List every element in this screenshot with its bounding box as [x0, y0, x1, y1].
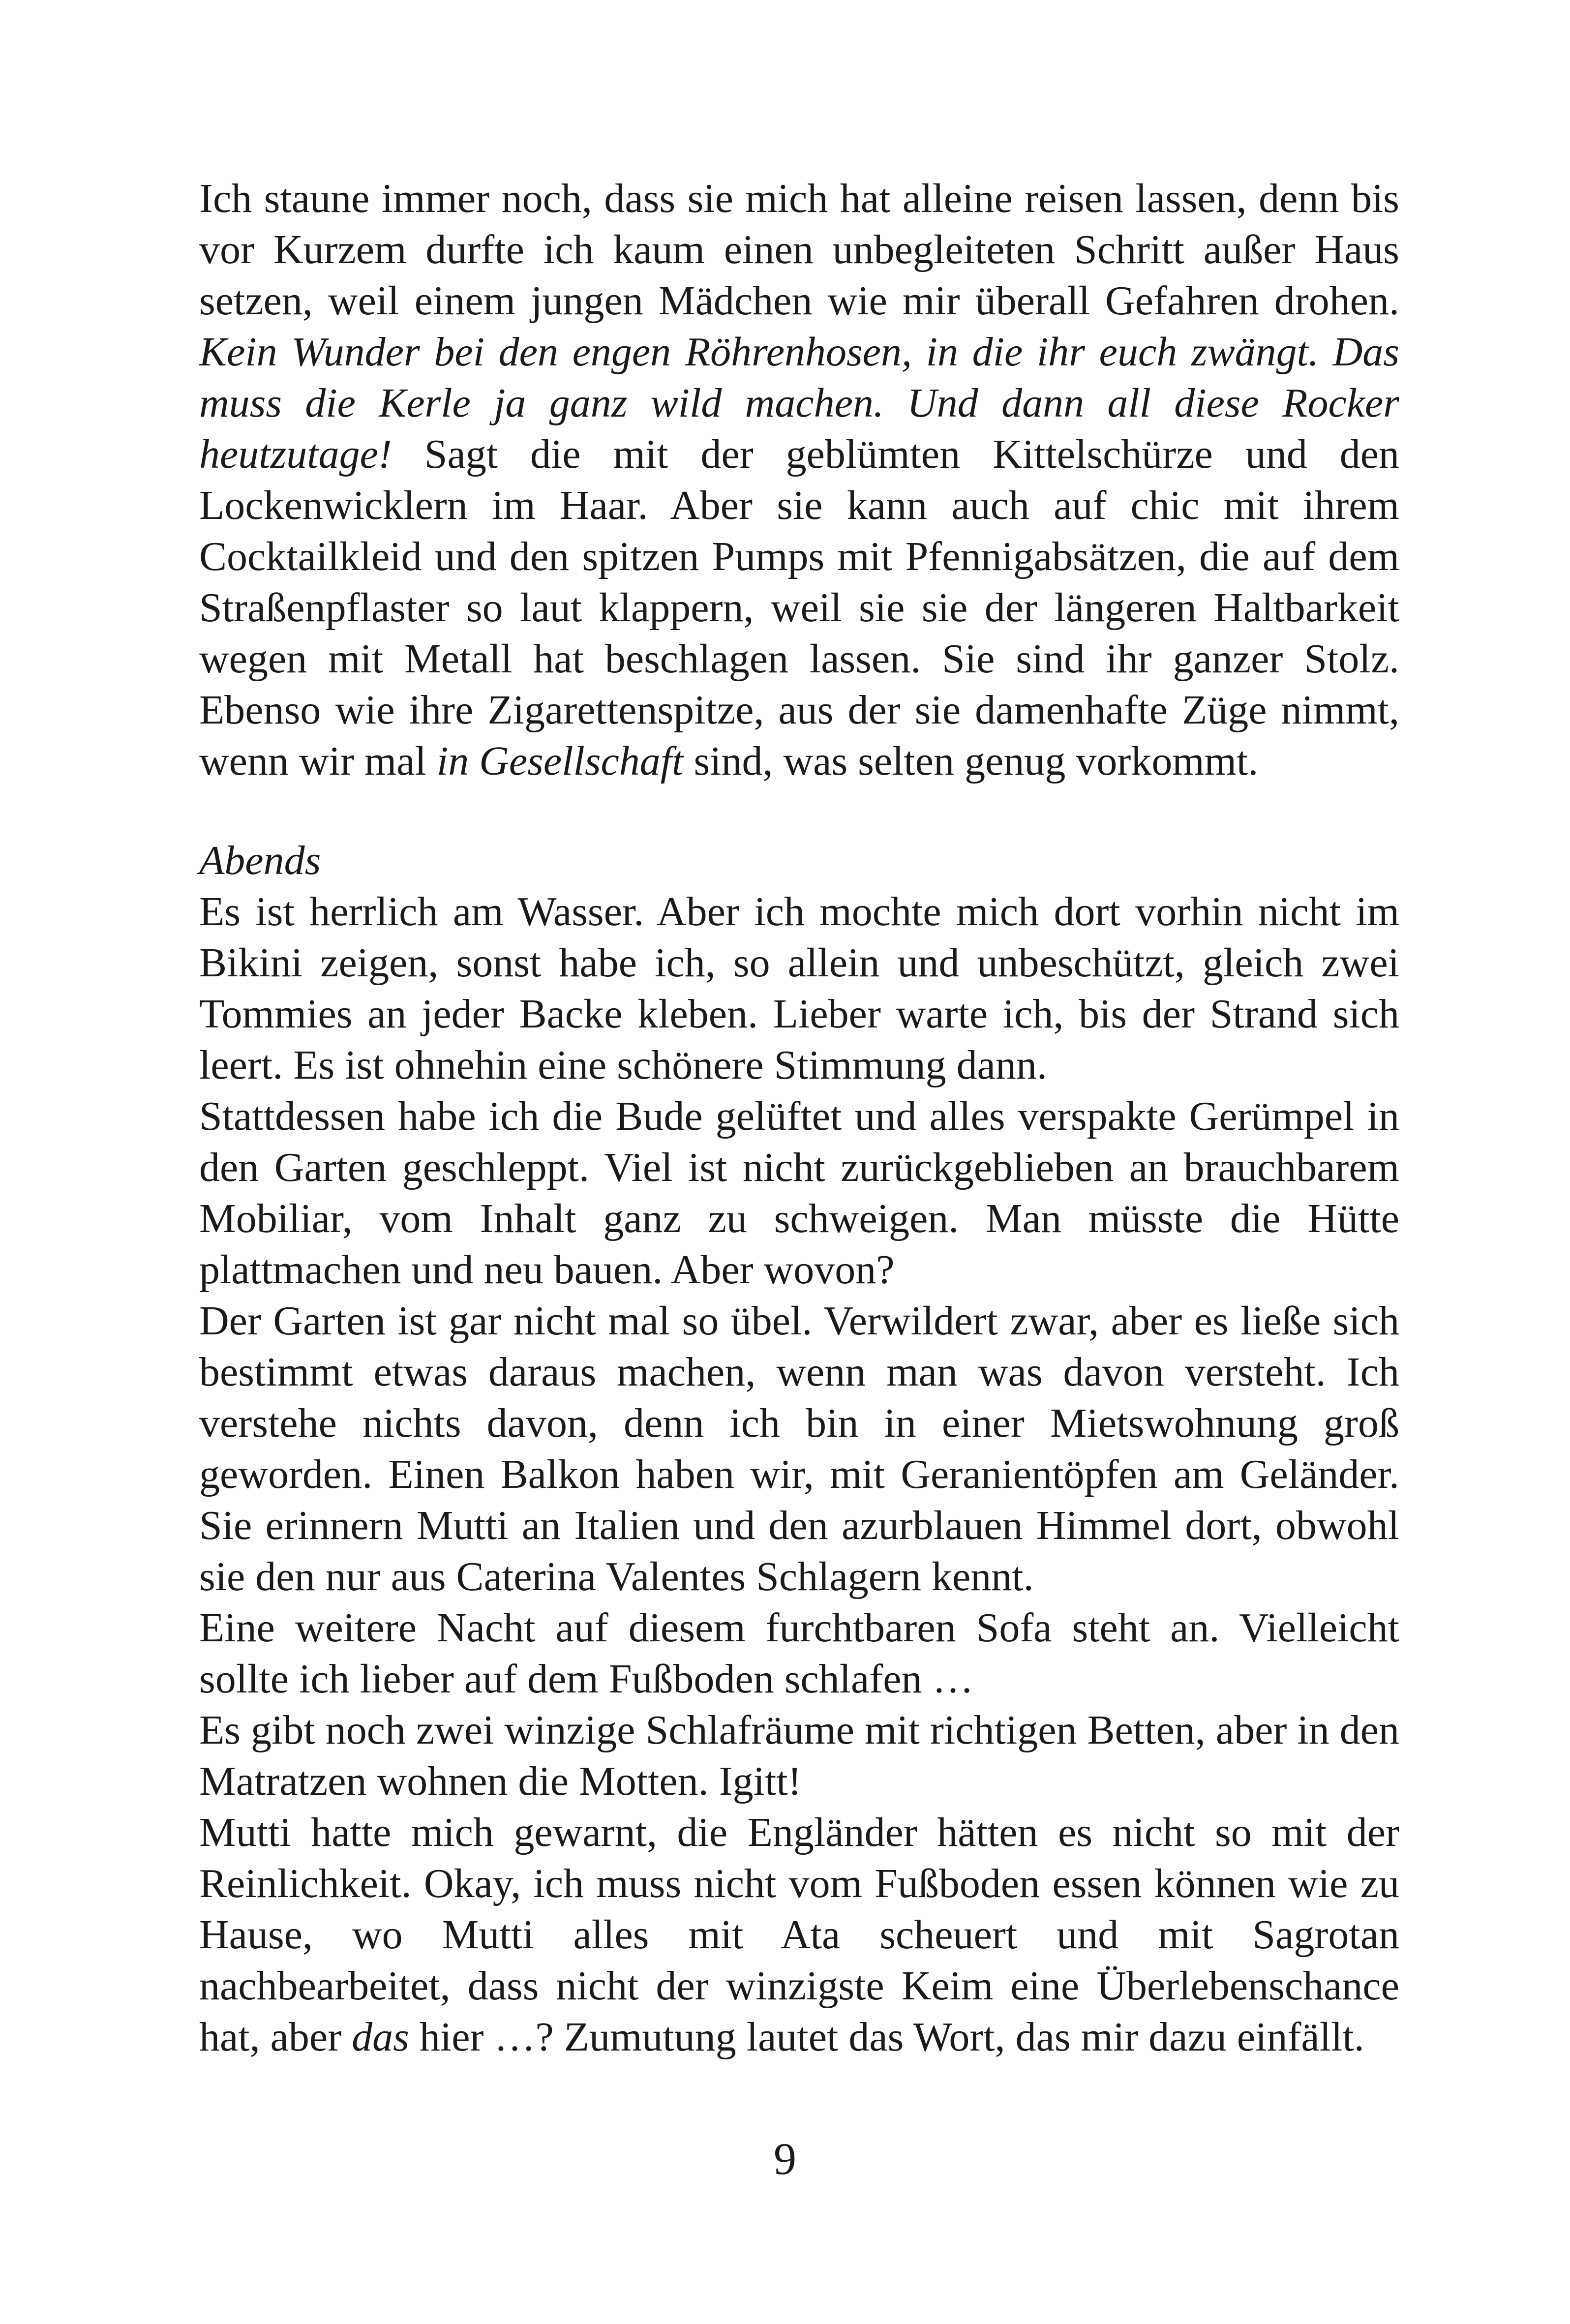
italic-phrase: in Gesellschaft	[436, 738, 684, 784]
paragraph: Eine weitere Nacht auf diesem furchtbaren Sofa steht an. Vielleicht sollte ich lieber auf dem Fußboden schlafen …	[199, 1605, 1399, 1702]
paragraph-text: sind, was selten genug vorkommt.	[683, 738, 1259, 784]
text-block-lower	[199, 835, 1399, 2063]
page-number: 9	[774, 2134, 796, 2184]
paragraph-text: Mutti hatte mich gewarnt, die Engländer hätten es nicht so mit der Reinlichkeit. Okay, ich muss nicht vom Fußboden essen können wie zu Hause, wo Mutti alles mit Ata scheuert und mit Sagrotan nachbearbeitet, dass nicht der winzigste Keim eine Überlebenschance hat, aber	[199, 1810, 1399, 2060]
paragraph	[199, 1807, 1399, 2063]
paragraph-text: Sagt die mit der geblümten Kittelschürze und den Lockenwicklern im Haar. Aber sie kann auch auf chic mit ihrem Cocktailkleid und den spitzen Pumps mit Pfennigabsätzen, die auf dem Straßenpflaster so laut klappern, weil sie sie der längeren Haltbarkeit wegen mit Metall hat beschlagen lassen. Sie sind ihr ganzer Stolz. Ebenso wie ihre Zigarettenspitze, aus der sie damenhafte Züge nimmt, wenn wir mal	[199, 431, 1399, 784]
paragraph: Es gibt noch zwei winzige Schlafräume mit richtigen Betten, aber in den Matratzen wohnen die Motten. Igitt!	[199, 1707, 1399, 1804]
text-block-upper	[199, 173, 1399, 787]
paragraph: Es ist herrlich am Wasser. Aber ich mochte mich dort vorhin nicht im Bikini zeigen, sonst habe ich, so allein und unbeschützt, gleich zwei Tommies an jeder Backe kleben. Lieber warte ich, bis der Strand sich leert. Es ist ohnehin eine schönere Stimmung dann.	[199, 889, 1399, 1088]
paragraph	[199, 173, 1399, 787]
paragraph: Stattdessen habe ich die Bude gelüftet und alles verspakte Gerümpel in den Garten geschleppt. Viel ist nicht zurückgeblieben an brauchbarem Mobiliar, vom Inhalt ganz zu schweigen. Man müsste die Hütte plattmachen und neu bauen. Aber wovon?	[199, 1093, 1399, 1293]
italic-word: das	[352, 2014, 409, 2060]
italic-quote: Kein Wunder bei den engen Röhrenhosen, in die ihr euch zwängt. Das muss die Kerle ja ganz wild machen. Und dann all diese Rocker heutzutage!	[199, 329, 1399, 477]
paragraph-text: Ich staune immer noch, dass sie mich hat alleine reisen lassen, denn bis vor Kurzem durfte ich kaum einen unbegleiteten Schritt außer Haus setzen, weil einem jungen Mädchen wie mir überall Gefahren drohen.	[199, 176, 1399, 324]
paragraph-text: hier …? Zumutung lautet das Wort, das mir dazu einfällt.	[409, 2014, 1364, 2060]
section-heading: Abends	[199, 838, 321, 883]
paragraph: Der Garten ist gar nicht mal so übel. Verwildert zwar, aber es ließe sich bestimmt etwas daraus machen, wenn man was davon versteht. Ich verstehe nichts davon, denn ich bin in einer Mietswohnung groß geworden. Einen Balkon haben wir, mit Geranientöpfen am Geländer. Sie erinnern Mutti an Italien und den azurblauen Himmel dort, obwohl sie den nur aus Caterina Valentes Schlagern kennt.	[199, 1298, 1399, 1600]
